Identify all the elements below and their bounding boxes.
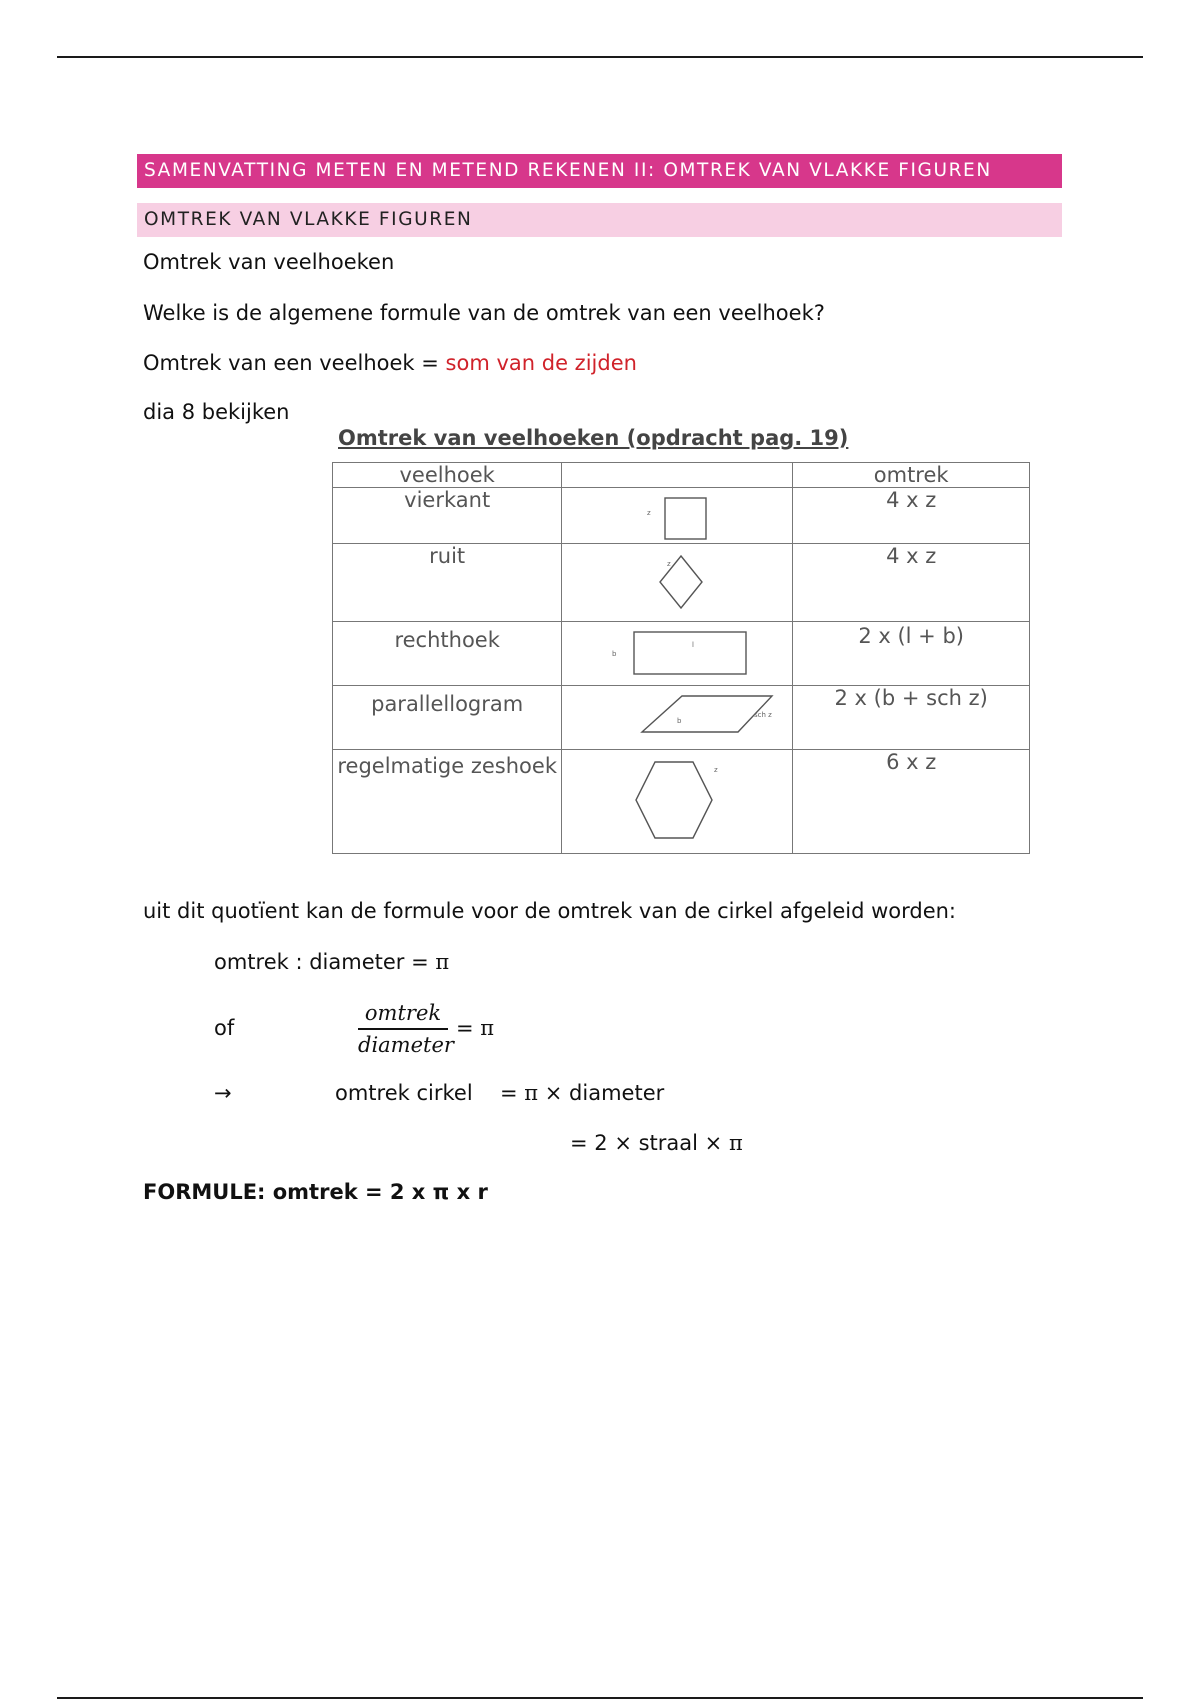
header-figure	[562, 463, 793, 488]
pi-symbol: π	[435, 950, 450, 974]
row-formula: 6 x z	[793, 750, 1030, 854]
paragraph-question: Welke is de algemene formule van de omtrek van een veelhoek?	[143, 301, 825, 325]
rhombus-icon	[562, 544, 793, 622]
of-label: of	[214, 1016, 235, 1040]
fraction-numerator: omtrek	[364, 1001, 442, 1025]
row-name: ruit	[333, 544, 562, 622]
row-formula: 4 x z	[793, 544, 1030, 622]
paragraph-formula	[143, 351, 637, 375]
formula-highlight: som van de zijden	[445, 351, 637, 375]
straal-word: straal	[638, 1131, 705, 1155]
table-row	[333, 544, 1030, 622]
circle-perimeter-rhs	[500, 1081, 664, 1105]
paragraph-dia: dia 8 bekijken	[143, 400, 290, 424]
square-icon	[562, 488, 793, 544]
fraction	[358, 1000, 454, 1058]
row-name: regelmatige zeshoek	[333, 750, 562, 854]
shape-label-l: l	[692, 641, 695, 649]
top-rule	[57, 56, 1143, 58]
parallelogram-icon	[562, 686, 793, 750]
fraction-denominator: diameter	[358, 1032, 454, 1057]
header-veelhoek: veelhoek	[333, 463, 562, 488]
row-formula: 2 x (l + b)	[793, 622, 1030, 686]
table-row	[333, 488, 1030, 544]
header-omtrek: omtrek	[793, 463, 1030, 488]
shape-label: z	[667, 560, 672, 568]
formula-summary: FORMULE: omtrek = 2 x π x r	[143, 1180, 488, 1204]
times-sign: ×	[614, 1131, 639, 1155]
circle-perimeter-label: omtrek cirkel	[335, 1081, 473, 1105]
equals-sign: =	[456, 1016, 481, 1040]
rectangle-icon	[562, 622, 793, 686]
paragraph-veelhoeken: Omtrek van veelhoeken	[143, 250, 395, 274]
row-formula: 2 x (b + sch z)	[793, 686, 1030, 750]
table-row	[333, 750, 1030, 854]
row-name: parallellogram	[333, 686, 562, 750]
row-name: vierkant	[333, 488, 562, 544]
table-header-row	[333, 463, 1030, 488]
two-part: = 2	[570, 1131, 615, 1155]
fraction-bar	[358, 1028, 448, 1030]
shape-label-b: b	[612, 650, 617, 658]
shapes-table	[332, 462, 1030, 854]
table-row	[333, 622, 1030, 686]
shape-label: z	[714, 766, 719, 774]
pi-symbol: π	[728, 1131, 743, 1155]
section-heading-sub: OMTREK VAN VLAKKE FIGUREN	[137, 203, 1062, 237]
times-sign: ×	[538, 1081, 570, 1105]
equation-quotient-text: omtrek : diameter =	[214, 950, 436, 974]
arrow-icon: →	[214, 1081, 232, 1105]
shape-label-schz: sch z	[754, 711, 773, 719]
diameter-word: diameter	[569, 1081, 665, 1105]
row-name: rechthoek	[333, 622, 562, 686]
table-row	[333, 686, 1030, 750]
bottom-rule	[57, 1697, 1143, 1699]
paragraph-derivation: uit dit quotïent kan de formule voor de omtrek van de cirkel afgeleid worden:	[143, 899, 957, 923]
shape-label-b: b	[677, 717, 682, 725]
fraction-equals	[456, 1016, 494, 1040]
equation-quotient	[214, 950, 449, 974]
shape-label: z	[647, 509, 652, 517]
times-sign: ×	[704, 1131, 729, 1155]
hexagon-icon	[562, 750, 793, 854]
pi-symbol: π	[524, 1081, 539, 1105]
row-formula: 4 x z	[793, 488, 1030, 544]
formula-prefix: Omtrek van een veelhoek =	[143, 351, 446, 375]
equals-sign: =	[500, 1081, 525, 1105]
pi-symbol: π	[480, 1016, 495, 1040]
scanned-table-figure	[310, 422, 1050, 892]
circle-perimeter-rhs-2	[570, 1131, 743, 1155]
section-heading-main: SAMENVATTING METEN EN METEND REKENEN II: OMTREK VAN VLAKKE FIGUREN	[137, 154, 1062, 188]
scan-title: Omtrek van veelhoeken (opdracht pag. 19)	[338, 426, 849, 450]
